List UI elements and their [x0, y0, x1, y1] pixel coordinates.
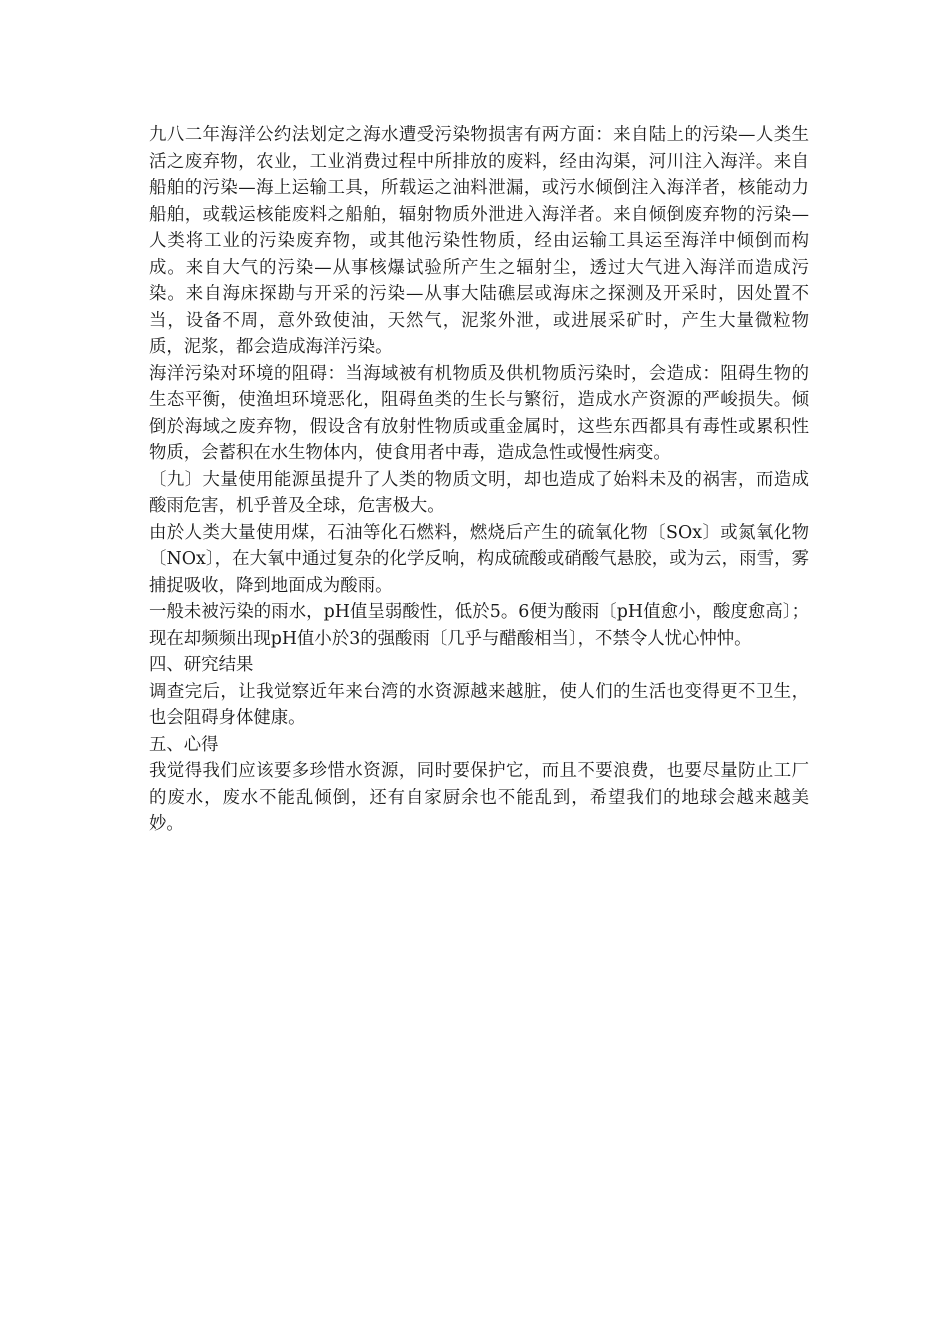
paragraph-acid-rain-ph: 一般未被污染的雨水，pH值呈弱酸性，低於5。6便为酸雨〔pH值愈小，酸度愈高〕；现在却频频出现pH值小於3的强酸雨〔几乎与醋酸相当〕，不禁令人忧心忡忡。	[149, 602, 809, 649]
paragraph-marine-pollution-effects: 海洋污染对环境的阻碍：当海域被有机物质及供机物质污染时，会造成：阻碍生物的生态平衡，使渔坦环境恶化，阻碍鱼类的生长与繁衍，造成水产资源的严峻损失。倾倒於海域之废弃物，假设含有放射性物质或重金属时，这些东西都具有毒性或累积性物质，会蓄积在水生物体内，使食用者中毒，造成急性或慢性病变。	[149, 363, 809, 463]
document-body	[149, 122, 809, 838]
paragraph-acid-rain-intro: 〔九〕大量使用能源虽提升了人类的物质文明，却也造成了始料未及的祸害，而造成酸雨危害，机乎普及全球，危害极大。	[149, 469, 809, 516]
paragraph-marine-pollution-sources: 九八二年海洋公约法划定之海水遭受污染物损害有两方面：来自陆上的污染—人类生活之废弃物，农业，工业消费过程中所排放的废料，经由沟渠，河川注入海洋。来自船舶的污染—海上运输工具，所载运之油料泄漏，或污水倾倒注入海洋者，核能动力船舶，或载运核能废料之船舶，辐射物质外泄进入海洋者。来自倾倒废弃物的污染—人类将工业的污染废弃物，或其他污染性物质，经由运输工具运至海洋中倾倒而构成。来自大气的污染—从事核爆试验所产生之辐射尘，透过大气进入海洋而造成污染。来自海床探勘与开采的污染—从事大陆礁层或海床之探测及开采时，因处置不当，设备不周，意外致使油，天然气，泥浆外泄，或进展采矿时，产生大量微粒物质，泥浆，都会造成海洋污染。	[149, 125, 809, 357]
heading-research-results: 四、研究结果	[149, 655, 254, 675]
heading-reflections: 五、心得	[149, 734, 219, 755]
paragraph-reflections: 我觉得我们应该要多珍惜水资源，同时要保护它，而且不要浪费，也要尽量防止工厂的废水，废水不能乱倾倒，还有自家厨余也不能乱到，希望我们的地球会越来越美妙。	[149, 761, 809, 834]
paragraph-research-results: 调查完后，让我觉察近年来台湾的水资源越来越脏，使人们的生活也变得更不卫生，也会阻碍身体健康。	[149, 681, 809, 728]
paragraph-acid-rain-causes: 由於人类大量使用煤，石油等化石燃料，燃烧后产生的硫氧化物〔SOx〕或氮氧化物〔NOx〕，在大氧中通过复杂的化学反响，构成硫酸或硝酸气悬胶，或为云，雨雪，雾捕捉吸收，降到地面成为酸雨。	[149, 522, 809, 596]
